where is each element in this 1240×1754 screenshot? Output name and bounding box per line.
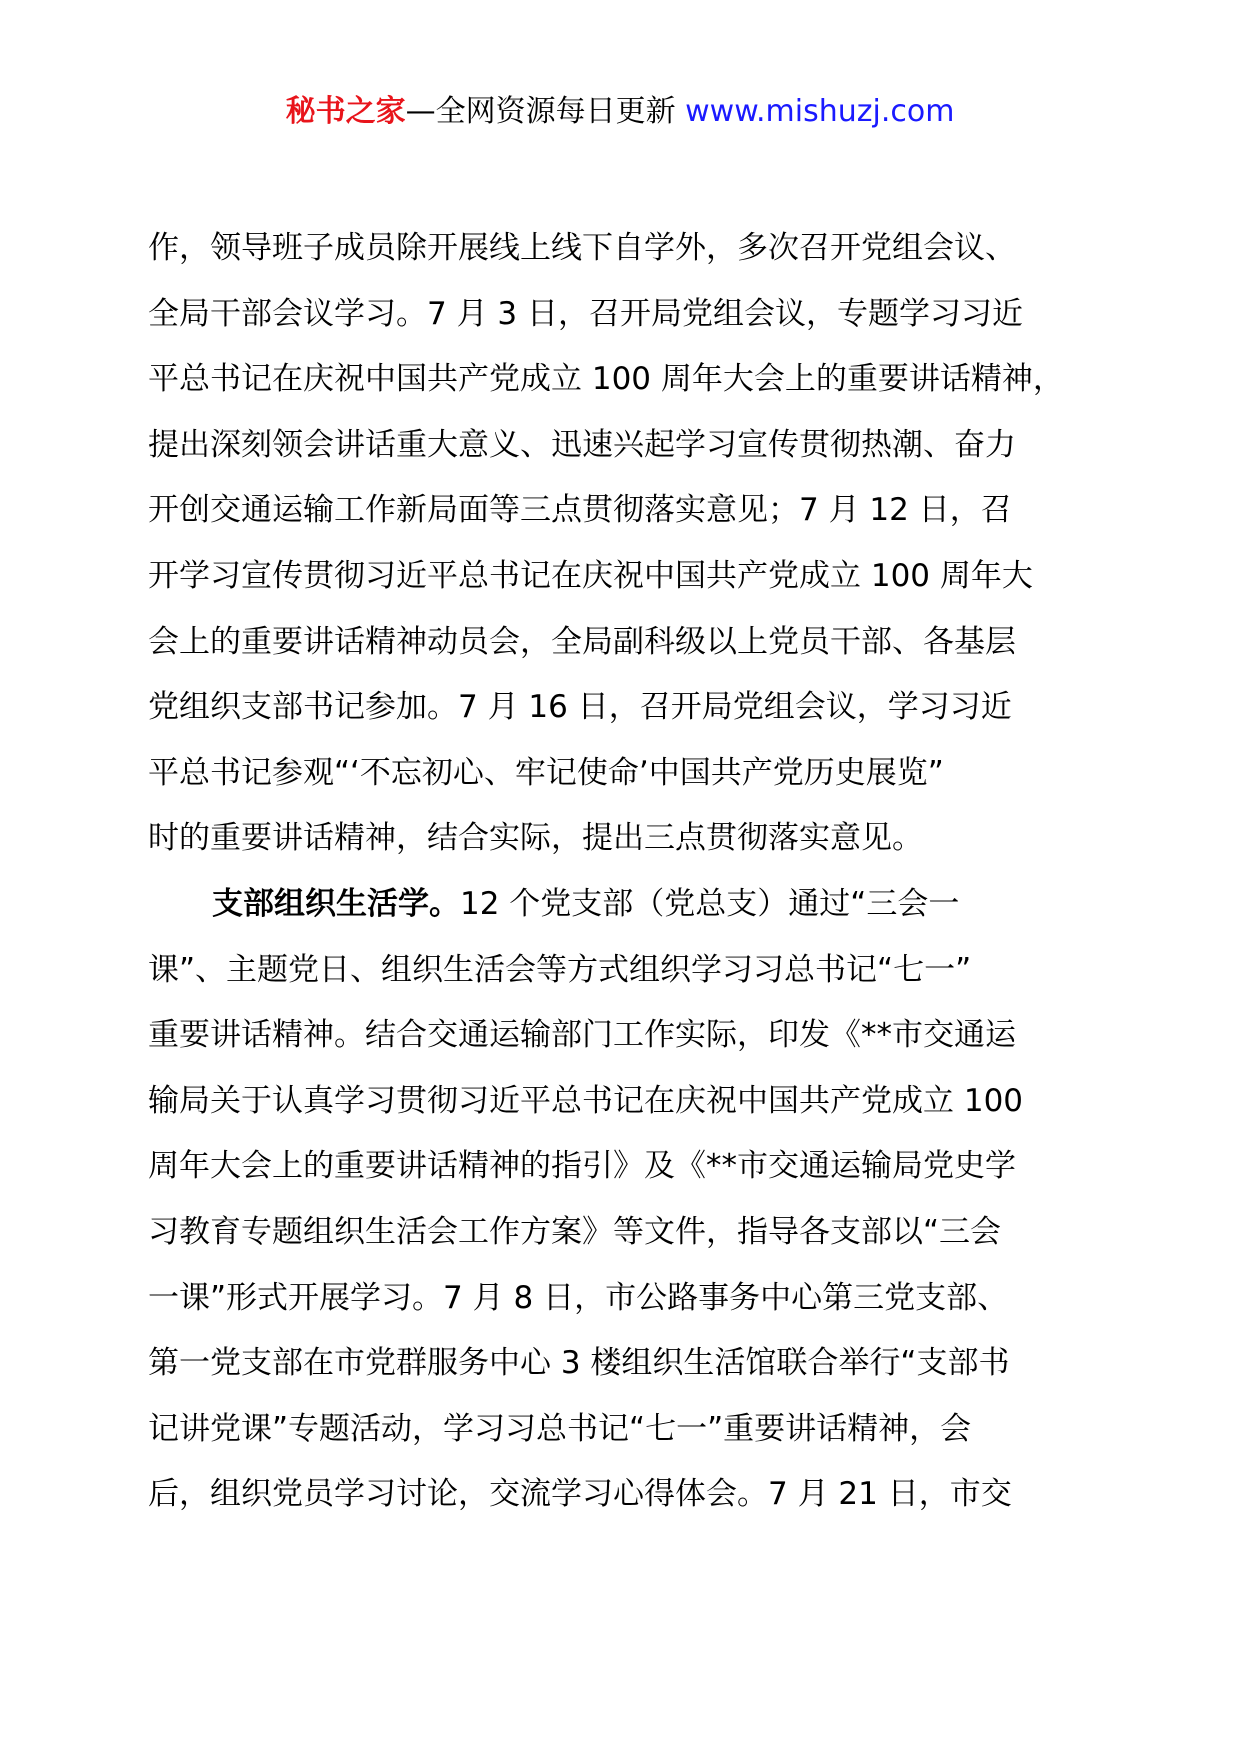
document-body <box>148 216 1128 1528</box>
page-header <box>0 92 1240 132</box>
paragraph-line: 作，领导班子成员除开展线上线下自学外，多次召开党组会议、 <box>148 230 1016 266</box>
paragraph-line: 开学习宣传贯彻习近平总书记在庆祝中国共产党成立 100 周年大 <box>148 557 1033 594</box>
paragraph-line: 时的重要讲话精神，结合实际，提出三点贯彻落实意见。 <box>148 820 923 857</box>
paragraph-heading: 支部组织生活学。 <box>212 885 460 922</box>
paragraph-line: 重要讲话精神。结合交通运输部门工作实际，印发《**市交通运 <box>148 1017 1016 1054</box>
paragraph-line: 后，组织党员学习讨论，交流学习心得体会。7 月 21 日，市交 <box>148 1476 1012 1513</box>
site-url-link[interactable]: www.mishuzj.com <box>685 94 955 129</box>
paragraph-line: 平总书记在庆祝中国共产党成立 100 周年大会上的重要讲话精神， <box>148 361 1064 398</box>
paragraph-line: 记讲党课”专题活动，学习习总书记“七一”重要讲话精神，会 <box>148 1410 972 1447</box>
paragraph-line: 第一党支部在市党群服务中心 3 楼组织生活馆联合举行“支部书 <box>148 1345 1010 1382</box>
paragraph-line: 党组织支部书记参加。7 月 16 日，召开局党组会议，学习习近 <box>148 689 1012 726</box>
paragraph-first-line <box>148 872 1128 938</box>
paragraph-line: 会上的重要讲话精神动员会，全局副科级以上党员干部、各基层 <box>148 623 1016 660</box>
paragraph-line: 全局干部会议学习。7 月 3 日，召开局党组会议，专题学习习近 <box>148 295 1024 332</box>
paragraph-line: 一课”形式开展学习。7 月 8 日，市公路事务中心第三党支部、 <box>148 1279 1009 1316</box>
paragraph-line: 开创交通运输工作新局面等三点贯彻落实意见；7 月 12 日，召 <box>148 492 1012 529</box>
site-tagline: —全网资源每日更新 <box>405 94 686 129</box>
paragraph-line: 提出深刻领会讲话重大意义、迅速兴起学习宣传贯彻热潮、奋力 <box>148 426 1016 463</box>
paragraph-line: 习教育专题组织生活会工作方案》等文件，指导各支部以“三会 <box>148 1213 1002 1250</box>
paragraph-line: 课”、主题党日、组织生活会等方式组织学习习总书记“七一” <box>148 951 972 988</box>
paragraph-heading-rest: 12 个党支部（党总支）通过“三会一 <box>460 885 960 922</box>
site-brand: 秘书之家 <box>285 94 406 129</box>
paragraph-line: 平总书记参观“‘不忘初心、牢记使命’中国共产党历史展览” <box>148 754 944 791</box>
paragraph-line: 周年大会上的重要讲话精神的指引》及《**市交通运输局党史学 <box>148 1148 1016 1185</box>
paragraph-line: 输局关于认真学习贯彻习近平总书记在庆祝中国共产党成立 100 <box>148 1082 1024 1119</box>
